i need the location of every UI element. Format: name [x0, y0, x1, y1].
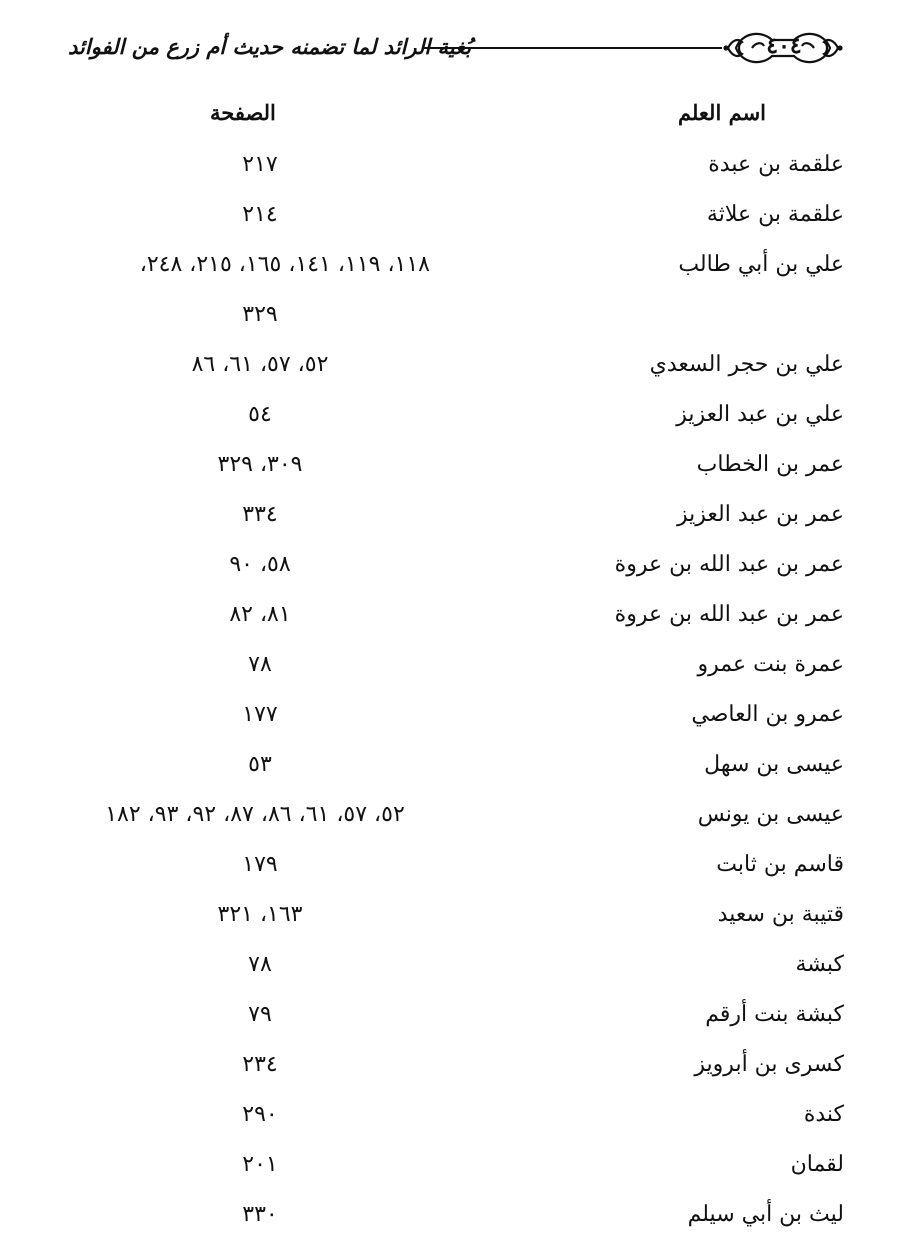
entry-pages: ١٦٣، ٣٢١ [217, 902, 303, 927]
entry-name: كبشة [795, 952, 844, 977]
entry-name: عمر بن الخطاب [696, 452, 844, 477]
index-entry [60, 892, 844, 942]
entry-pages: ٥٨، ٩٠ [229, 552, 291, 577]
entry-pages: ٢٠١ [242, 1152, 278, 1177]
page-column-header: الصفحة [210, 100, 276, 125]
entry-pages: ٥٢، ٥٧، ٦١، ٨٦ [191, 352, 329, 377]
entry-name: لقمان [790, 1152, 844, 1177]
index-entry [60, 292, 844, 342]
entry-name: عيسى بن يونس [697, 802, 844, 827]
column-headers [60, 96, 844, 142]
index-entry [60, 1092, 844, 1142]
index-entry [60, 1142, 844, 1192]
page-number: ٤٠٤ [766, 33, 802, 59]
entry-pages: ٢١٤ [242, 202, 278, 227]
index-entry [60, 942, 844, 992]
entry-name: عمرة بنت عمرو [697, 652, 844, 677]
index-entry [60, 492, 844, 542]
entry-name: علي بن حجر السعدي [649, 352, 844, 377]
entry-name: عمرو بن العاصي [691, 702, 844, 727]
index-entry [60, 642, 844, 692]
entry-pages: ٣٢٩ [242, 302, 278, 327]
entry-pages: ١٧٧ [242, 702, 278, 727]
entry-name: عمر بن عبد العزيز [677, 502, 844, 527]
entry-name: كبشة بنت أرقم [705, 1002, 844, 1027]
entry-name: عيسى بن سهل [704, 752, 844, 777]
entry-pages: ٢٩٠ [242, 1102, 278, 1127]
page-header [60, 22, 844, 74]
index-entry [60, 342, 844, 392]
index-entry [60, 1042, 844, 1092]
index-entry [60, 442, 844, 492]
index-entry [60, 1192, 844, 1242]
entry-name: عمر بن عبد الله بن عروة [614, 602, 844, 627]
entry-name: قاسم بن ثابت [716, 852, 844, 877]
index-entry [60, 542, 844, 592]
entry-pages: ٥٤ [248, 402, 272, 427]
entry-name: قتيبة بن سعيد [717, 902, 844, 927]
entry-pages: ٧٩ [248, 1002, 272, 1027]
index-entry [60, 792, 844, 842]
entry-pages: ٨١، ٨٢ [229, 602, 291, 627]
entry-pages: ١١٨، ١١٩، ١٤١، ١٦٥، ٢١٥، ٢٤٨، [139, 252, 430, 277]
names-index-table [60, 96, 844, 1242]
index-entry [60, 592, 844, 642]
entry-pages: ٢٣٤ [242, 1052, 278, 1077]
entry-pages: ٣٣٤ [242, 502, 278, 527]
entry-pages: ٣٣٠ [242, 1202, 278, 1227]
entry-name: علقمة بن عبدة [708, 152, 844, 177]
entry-name: علقمة بن علاثة [706, 202, 844, 227]
entry-pages: ٣٠٩، ٣٢٩ [217, 452, 303, 477]
entry-pages: ٢١٧ [242, 152, 278, 177]
index-entry [60, 742, 844, 792]
entry-name: علي بن عبد العزيز [676, 402, 844, 427]
entry-name: ليث بن أبي سيلم [687, 1202, 844, 1227]
index-entry [60, 992, 844, 1042]
index-entry [60, 692, 844, 742]
entry-pages: ٧٨ [248, 952, 272, 977]
book-title: بُغية الرائد لما تضمنه حديث أم زرع من الفوائد [68, 34, 472, 59]
entry-pages: ٧٨ [248, 652, 272, 677]
index-entry [60, 142, 844, 192]
entry-pages: ٥٣ [248, 752, 272, 777]
index-entry [60, 392, 844, 442]
index-entry [60, 842, 844, 892]
entry-name: كسرى بن أبرويز [694, 1052, 844, 1077]
entry-name: عمر بن عبد الله بن عروة [614, 552, 844, 577]
entry-pages: ٥٢، ٥٧، ٦١، ٨٦، ٨٧، ٩٢، ٩٣، ١٨٢ [105, 802, 405, 827]
entry-name: علي بن أبي طالب [678, 252, 844, 277]
index-entry [60, 192, 844, 242]
entry-pages: ١٧٩ [242, 852, 278, 877]
name-column-header: اسم العلم [677, 100, 766, 125]
index-entries [60, 142, 844, 1242]
index-entry [60, 242, 844, 292]
entry-name: كندة [803, 1102, 844, 1127]
